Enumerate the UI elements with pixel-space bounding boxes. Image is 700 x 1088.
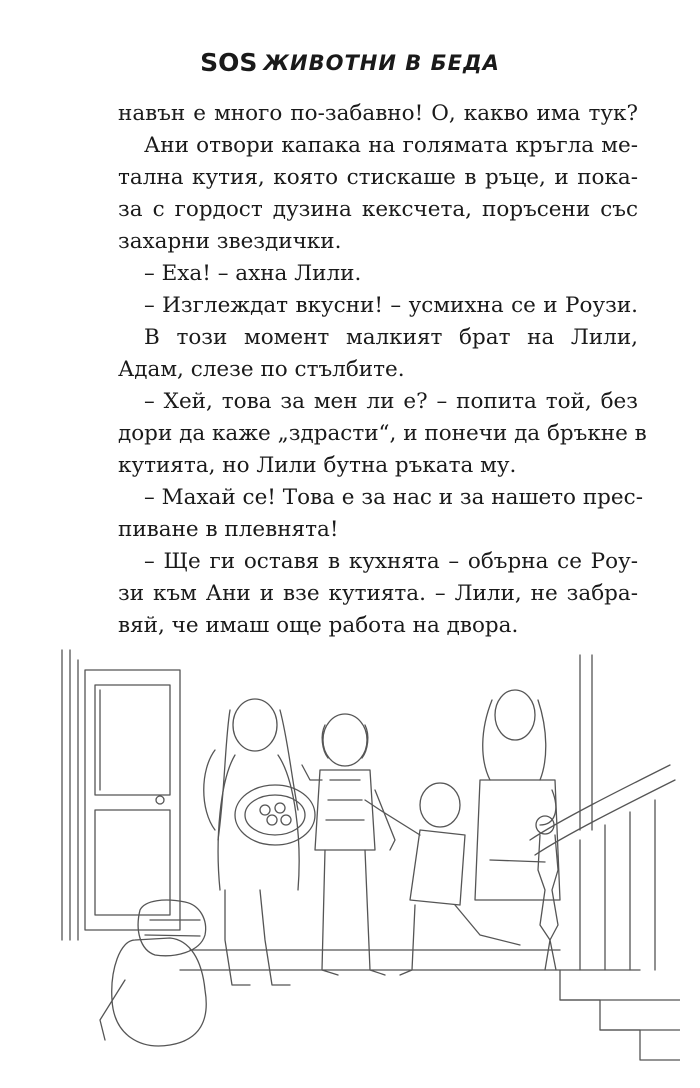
girl-with-tin-drawing [204, 699, 315, 985]
body-text [118, 98, 647, 642]
text-line: – Махай се! Това е за нас и за нашето прес- [144, 485, 643, 510]
text-line: пиване в плевнята! [118, 517, 339, 542]
text-line: захарни звездички. [118, 229, 342, 254]
text-line: зи към Ани и взе кутията. – Лили, не забра- [118, 581, 638, 606]
text-line: за с гордост дузина кексчета, поръсени със [118, 197, 638, 222]
text-line: – Хей, това за мен ли е? – попита той, без [144, 389, 638, 414]
staircase-drawing [530, 765, 680, 1060]
text-line: дори да каже „здрасти“, и понечи да бръкне в [118, 421, 647, 446]
text-line: навън е много по-забавно! О, какво има тук? [118, 101, 638, 126]
text-line: – Изглеждат вкусни! – усмихна се и Роузи. [144, 293, 638, 318]
bags-drawing [100, 900, 206, 1046]
woman-drawing [475, 690, 560, 900]
back-wall-drawing [180, 655, 640, 970]
illustration-hallway-scene [40, 640, 680, 1080]
text-line: кутията, но Лили бутна ръката му. [118, 453, 517, 478]
series-title: ЖИВОТНИ В БЕДА [263, 50, 500, 75]
text-line: Ани отвори капака на голямата кръгла ме- [144, 133, 638, 158]
door-drawing [62, 650, 180, 940]
girl-middle-drawing [302, 714, 395, 975]
text-line: – Ще ги оставя в кухнята – обърна се Роу- [144, 549, 638, 574]
text-line: В този момент малкият брат на Лили, [144, 325, 638, 350]
text-line: Адам, слезе по стълбите. [118, 357, 405, 382]
running-header [0, 48, 700, 77]
text-line: – Еха! – ахна Лили. [144, 261, 362, 286]
boy-drawing [365, 783, 520, 975]
text-line: вяй, че имаш още работа на двора. [118, 613, 519, 638]
series-logo-sos: SOS [200, 48, 258, 77]
text-line: тална кутия, която стискаше в ръце, и пока- [118, 165, 638, 190]
